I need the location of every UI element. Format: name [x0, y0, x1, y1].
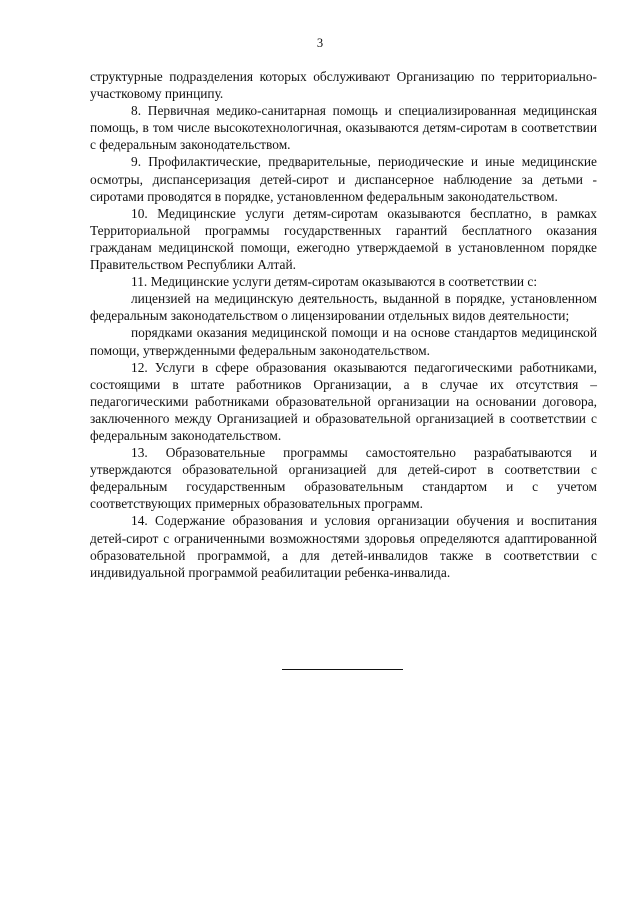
paragraph-item-13: 13. Образовательные программы самостоятельно разрабатываются и утверждаются образовательной организацией для детей-сирот в соответствии с федеральным государственным образовательным стандартом и с учетом соответствующих примерных образовательных программ. — [90, 445, 597, 512]
paragraph-item-14: 14. Содержание образования и условия организации обучения и воспитания детей-сирот с ограниченными возможностями здоровья определяются адаптированной образовательной программой, а для детей-инвалидов также в соответствии с индивидуальной программой реабилитации ребенка-инвалида. — [90, 513, 597, 580]
end-separator-line — [282, 669, 403, 670]
paragraph-item-10: 10. Медицинские услуги детям-сиротам оказываются бесплатно, в рамках Территориальной программы государственных гарантий бесплатного оказания гражданам медицинской помощи, ежегодно утверждаемой в установленном порядке Правительством Республики Алтай. — [90, 205, 597, 273]
paragraph-continuation: структурные подразделения которых обслуживают Организацию по территориально-участковому принципу. — [90, 69, 597, 102]
paragraph-standards: порядками оказания медицинской помощи и на основе стандартов медицинской помощи, утвержденными федеральным законодательством. — [90, 325, 597, 358]
paragraph-license: лицензией на медицинскую деятельность, выданной в порядке, установленном федеральным законодательством о лицензировании отдельных видов деятельности; — [90, 291, 597, 324]
paragraph-item-12: 12. Услуги в сфере образования оказываются педагогическими работниками, состоящими в штате работников Организации, а в случае их отсутствия – педагогическими работниками образовательной организации на основании договора, заключенного между Организацией и образовательной организацией в соответствии с федеральным законодательством. — [90, 359, 597, 443]
paragraph-item-11: 11. Медицинские услуги детям-сиротам оказываются в соответствии с: — [131, 274, 538, 290]
document-body — [90, 68, 597, 581]
paragraph-item-9: 9. Профилактические, предварительные, периодические и иные медицинские осмотры, диспансеризация детей-сирот и диспансерное наблюдение за детьми - сиротами проводятся в порядке, установленном федеральным законодательством. — [90, 154, 597, 204]
page-number: 3 — [316, 36, 324, 50]
paragraph-item-8: 8. Первичная медико-санитарная помощь и специализированная медицинская помощь, в том числе высокотехнологичная, оказываются детям-сиротам в соответствии с федеральным законодательством. — [90, 103, 597, 153]
